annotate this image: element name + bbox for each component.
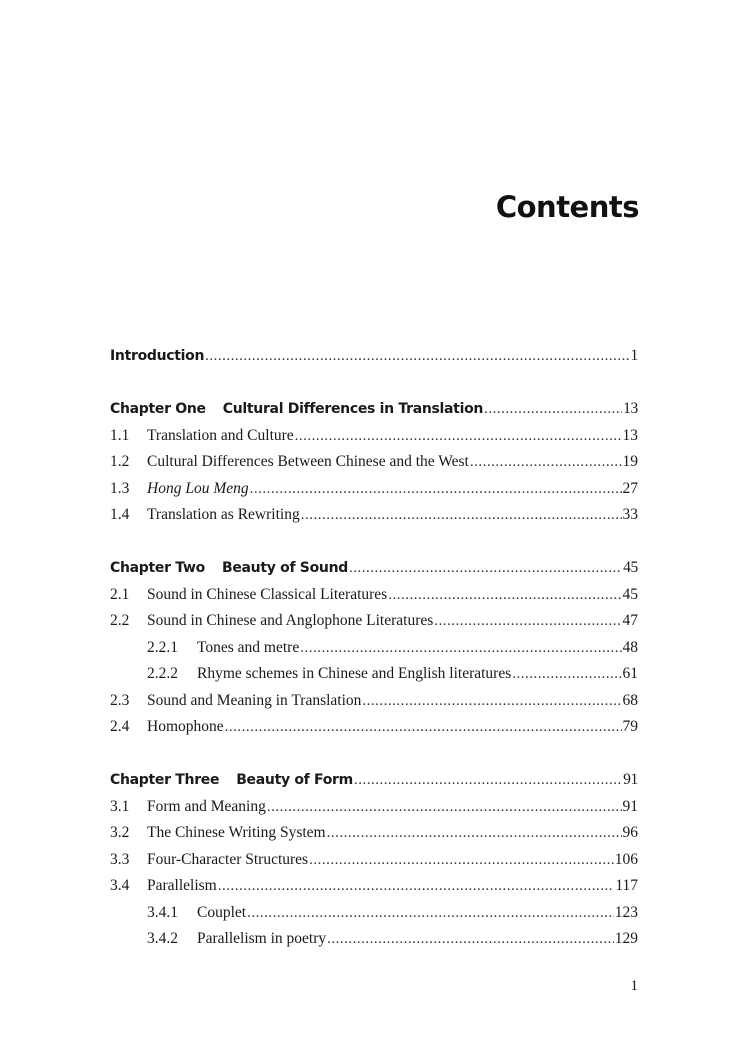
dot-leader (301, 507, 622, 524)
toc-entry-introduction[interactable] (110, 347, 638, 374)
dot-leader (267, 799, 622, 816)
section-label: Homophone (147, 718, 224, 735)
table-of-contents (110, 347, 638, 957)
entry-page: 45 (623, 559, 638, 576)
toc-entry-subsection[interactable] (110, 904, 638, 931)
section-label: Sound in Chinese and Anglophone Literatures (147, 612, 434, 629)
section-label: Translation and Culture (147, 426, 294, 444)
chapter-title: Cultural Differences in Translation (222, 401, 484, 417)
chapter-number: Chapter Two (110, 560, 205, 576)
toc-entry-section[interactable] (110, 851, 638, 878)
section-label: Cultural Differences Between Chinese and the West (147, 453, 469, 470)
subsection-number: 2.2.1 (147, 638, 178, 656)
entry-page: 27 (622, 479, 638, 497)
toc-entry-subsection[interactable] (110, 930, 638, 957)
section-number: 1.3 (110, 479, 130, 497)
toc-entry-section[interactable] (110, 480, 638, 507)
section-label: Four-Character Structures (147, 850, 309, 868)
entry-page: 33 (622, 506, 638, 523)
entry-page: 79 (622, 718, 638, 735)
dot-leader (388, 587, 621, 604)
toc-entry-section[interactable] (110, 877, 638, 904)
section-number: 1.2 (110, 453, 130, 470)
section-number: 3.2 (110, 824, 130, 841)
section-number: 2.1 (110, 585, 130, 603)
page-number: 1 (630, 978, 638, 994)
entry-page: 68 (622, 691, 638, 709)
subsection-label: Parallelism in poetry (197, 930, 327, 947)
entry-page: 19 (622, 453, 638, 470)
toc-entry-subsection[interactable] (110, 665, 638, 692)
dot-leader (225, 719, 622, 736)
page-title: Contents (495, 190, 639, 224)
entry-page: 13 (622, 426, 638, 444)
chapter-title: Beauty of Form (236, 772, 353, 788)
chapter-number: Chapter One (110, 401, 206, 417)
section-label: Sound and Meaning in Translation (147, 691, 362, 709)
subsection-number: 2.2.2 (147, 665, 178, 682)
entry-page: 45 (622, 585, 638, 603)
section-label: Parallelism (147, 877, 217, 894)
toc-entry-section[interactable] (110, 506, 638, 533)
section-number: 3.3 (110, 850, 130, 868)
entry-page: 47 (622, 612, 638, 629)
subsection-number: 3.4.2 (147, 930, 178, 947)
dot-leader (362, 693, 621, 710)
toc-entry-section[interactable] (110, 427, 638, 454)
toc-entry-chapter-one[interactable] (110, 400, 638, 427)
entry-page: 106 (614, 850, 638, 868)
dot-leader (205, 348, 629, 365)
section-label: Sound in Chinese Classical Literatures (147, 585, 388, 603)
dot-leader (309, 852, 614, 869)
toc-entry-section[interactable] (110, 824, 638, 851)
subsection-label: Rhyme schemes in Chinese and English literatures (197, 665, 512, 682)
dot-leader (354, 772, 622, 789)
section-label: Translation as Rewriting (147, 506, 300, 523)
entry-page: 48 (622, 638, 638, 656)
toc-entry-section[interactable] (110, 692, 638, 719)
section-number: 2.2 (110, 612, 130, 629)
dot-leader (484, 401, 622, 418)
entry-page: 129 (614, 930, 638, 947)
chapter-number: Chapter Three (110, 772, 220, 788)
dot-leader (470, 454, 622, 471)
section-number: 2.3 (110, 691, 130, 709)
dot-leader (295, 428, 622, 445)
dot-leader (512, 666, 621, 683)
dot-leader (327, 931, 614, 948)
dot-leader (300, 640, 621, 657)
subsection-label: Tones and metre (197, 638, 300, 656)
dot-leader (218, 878, 615, 895)
entry-page: 123 (614, 903, 638, 921)
section-number: 3.4 (110, 877, 130, 894)
toc-entry-section[interactable] (110, 798, 638, 825)
dot-leader (327, 825, 622, 842)
section-label: Form and Meaning (147, 797, 266, 815)
dot-leader (247, 905, 614, 922)
toc-entry-chapter-three[interactable] (110, 771, 638, 798)
section-label: The Chinese Writing System (147, 824, 326, 841)
toc-entry-section[interactable] (110, 586, 638, 613)
entry-page: 96 (622, 824, 638, 841)
entry-label: Introduction (110, 348, 205, 364)
dot-leader (349, 560, 622, 577)
toc-entry-chapter-two[interactable] (110, 559, 638, 586)
subsection-number: 3.4.1 (147, 903, 178, 921)
toc-entry-subsection[interactable] (110, 639, 638, 666)
section-number: 3.1 (110, 797, 130, 815)
section-number: 1.4 (110, 506, 130, 523)
toc-entry-section[interactable] (110, 453, 638, 480)
dot-leader (250, 481, 622, 498)
section-number: 1.1 (110, 426, 130, 444)
entry-page: 117 (615, 877, 638, 894)
toc-entry-section[interactable] (110, 718, 638, 745)
section-label: Hong Lou Meng (147, 479, 249, 497)
section-number: 2.4 (110, 718, 130, 735)
chapter-title: Beauty of Sound (221, 560, 348, 576)
entry-page: 61 (622, 665, 638, 682)
subsection-label: Couplet (197, 903, 247, 921)
entry-page: 91 (623, 771, 638, 788)
entry-page: 91 (622, 797, 638, 815)
dot-leader (434, 613, 621, 630)
entry-page: 1 (630, 347, 638, 364)
entry-page: 13 (623, 400, 638, 417)
toc-entry-section[interactable] (110, 612, 638, 639)
